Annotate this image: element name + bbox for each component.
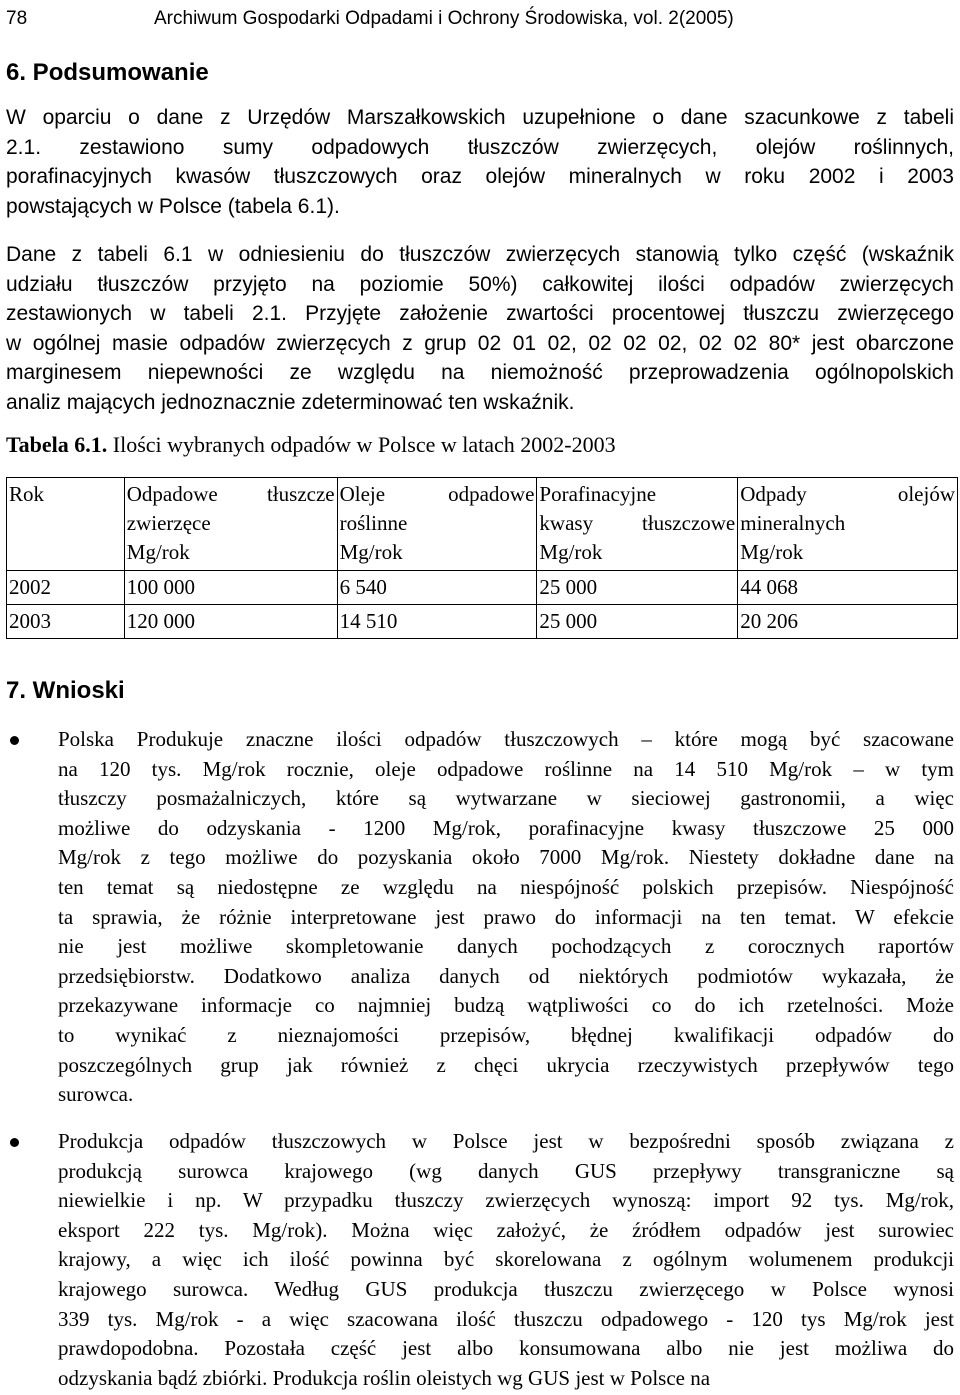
header-line: kwasy tłuszczowe [539, 511, 736, 535]
section-7-heading: 7. Wnioski [6, 677, 125, 704]
text-line: Polska Produkuje znaczne ilości odpadów tłuszczowych – które mogą być szacowane [58, 727, 954, 751]
table-cell: 6 540 [337, 571, 537, 605]
section-6-paragraph-1 [6, 103, 954, 221]
text-line: porafinacyjnych kwasów tłuszczowych oraz olejów mineralnych w roku 2002 i 2003 [6, 165, 954, 189]
header-line: Mg/rok [539, 540, 603, 564]
header-line: roślinne [339, 511, 408, 535]
table-cell: 20 206 [738, 605, 958, 639]
table-cell: 44 068 [738, 571, 958, 605]
text-line: w ogólnej masie odpadów zwierzęcych z grup 02 01 02, 02 02 02, 02 02 80* jest obarczone [6, 331, 954, 355]
text-line: Produkcja odpadów tłuszczowych w Polsce jest w bezpośredni sposób związana z [58, 1129, 954, 1153]
page-number: 78 [6, 8, 28, 29]
text-line: W oparciu o dane z Urzędów Marszałkowskich uzupełnione o dane szacunkowe z tabeli [6, 106, 954, 129]
table-header-cell [537, 478, 738, 571]
table-cell: 2003 [7, 605, 125, 639]
section-6-paragraph-2 [6, 240, 954, 418]
table-header-cell [337, 478, 537, 571]
text-line: na 120 tys. Mg/rok rocznie, oleje odpadowe roślinne na 14 510 Mg/rok – w tym [58, 756, 954, 781]
table-cell: 25 000 [537, 571, 738, 605]
table-cell: 100 000 [124, 571, 337, 605]
text-line: zestawionych w tabeli 2.1. Przyjęte założenie zwartości procentowej tłuszczu zwierzęcego [6, 302, 954, 326]
conclusion-bullet-2-text [58, 1127, 954, 1393]
text-line: marginesem niepewności ze względu na niemożność przeprowadzenia ogólnopolskich [6, 361, 954, 385]
text-line: odzyskania bądź zbiórki. Produkcja roślin oleistych wg GUS jest w Polsce na [58, 1365, 711, 1390]
header-line: Mg/rok [740, 540, 804, 564]
header-line: zwierzęce [126, 511, 211, 535]
conclusion-bullet-1-text [58, 725, 954, 1110]
table-header-cell [738, 478, 958, 571]
text-line: 339 tys. Mg/rok - a więc szacowana ilość tłuszczu odpadowego - 120 tys Mg/rok jest [58, 1306, 954, 1331]
table-header-row [7, 478, 958, 571]
running-header [6, 6, 954, 32]
header-line: Odpadowe tłuszcze [126, 482, 335, 506]
waste-table [6, 477, 958, 639]
header-line: mineralnych [740, 511, 846, 535]
table-cell: 2002 [7, 571, 125, 605]
text-line: krajowy, a więc ich ilość powinna być skorelowana z ogólnym wolumenem produkcji [58, 1247, 954, 1272]
text-line: tłuszczy posmażalniczych, które są wytwarzane w sieciowej gastronomii, a więc [58, 786, 954, 811]
header-line: Mg/rok [126, 540, 190, 564]
text-line: Dane z tabeli 6.1 w odniesieniu do tłuszczów zwierzęcych stanowią tylko część (wskaźnik [6, 243, 954, 266]
text-line: to wynikać z nieznajomości przepisów, błędnej kwalifikacji odpadów do [58, 1022, 954, 1047]
table-caption-text: Ilości wybranych odpadów w Polsce w latach 2002-2003 [107, 432, 616, 457]
text-line: ten temat są niedostępne ze względu na niespójność polskich przepisów. Niespójność [58, 874, 954, 899]
bullet-icon [10, 736, 19, 745]
table-header-cell [124, 478, 337, 571]
text-line: analiz mających jednoznacznie zdeterminować ten wskaźnik. [6, 390, 575, 414]
text-line: nie jest możliwe skompletowanie danych pochodzących z corocznych raportów [58, 934, 954, 959]
text-line: powstających w Polsce (tabela 6.1). [6, 194, 340, 218]
text-line: eksport 222 tys. Mg/rok). Można więc założyć, że źródłem odpadów jest surowiec [58, 1217, 954, 1242]
header-line: Odpady olejów [740, 482, 955, 506]
text-line: poszczególnych grup jak również z chęci ukrycia rzeczywistych przepływów tego [58, 1052, 954, 1077]
header-line: Oleje odpadowe [339, 482, 535, 506]
text-line: krajowego surowca. Według GUS produkcja tłuszczu zwierzęcego w Polsce wynosi [58, 1276, 954, 1301]
table-header-cell [7, 478, 125, 571]
text-line: 2.1. zestawiono sumy odpadowych tłuszczów zwierzęcych, olejów roślinnych, [6, 135, 954, 159]
text-line: niewielkie i np. W przypadku tłuszczy zwierzęcych wynoszą: import 92 tys. Mg/rok, [58, 1188, 954, 1213]
table-row [7, 605, 958, 639]
text-line: produkcją surowca krajowego (wg danych GUS przepływy transgraniczne są [58, 1158, 954, 1183]
text-line: przedsiębiorstw. Dodatkowo analiza danych od niektórych podmiotów wykazała, że [58, 963, 954, 988]
table-cell: 120 000 [124, 605, 337, 639]
text-line: prawdopodobna. Pozostała część jest albo konsumowana albo nie jest możliwa do [58, 1336, 954, 1361]
table-cell: 14 510 [337, 605, 537, 639]
section-6-heading: 6. Podsumowanie [6, 59, 209, 86]
text-line: ta sprawia, że różnie interpretowane jest prawo do informacji na ten temat. W efekcie [58, 904, 954, 929]
text-line: przekazywane informacje co najmniej budzą wątpliwości co do ich rzetelności. Może [58, 993, 954, 1018]
journal-title: Archiwum Gospodarki Odpadami i Ochrony Środowiska, vol. 2(2005) [154, 8, 734, 29]
bullet-icon [10, 1138, 19, 1147]
text-line: udziału tłuszczów przyjęto na poziomie 50%) całkowitej ilości odpadów zwierzęcych [6, 272, 954, 296]
text-line: Mg/rok z tego możliwe do pozyskania około 7000 Mg/rok. Niestety dokładne dane na [58, 845, 954, 870]
text-line: surowca. [58, 1082, 134, 1107]
table-caption-label: Tabela 6.1. [6, 432, 108, 457]
header-line: Rok [9, 482, 45, 506]
header-line: Mg/rok [339, 540, 403, 564]
table-row [7, 571, 958, 605]
table-caption [6, 430, 616, 460]
table-cell: 25 000 [537, 605, 738, 639]
header-line: Porafinacyjne [539, 482, 657, 506]
text-line: możliwe do odzyskania - 1200 Mg/rok, porafinacyjne kwasy tłuszczowe 25 000 [58, 815, 954, 840]
